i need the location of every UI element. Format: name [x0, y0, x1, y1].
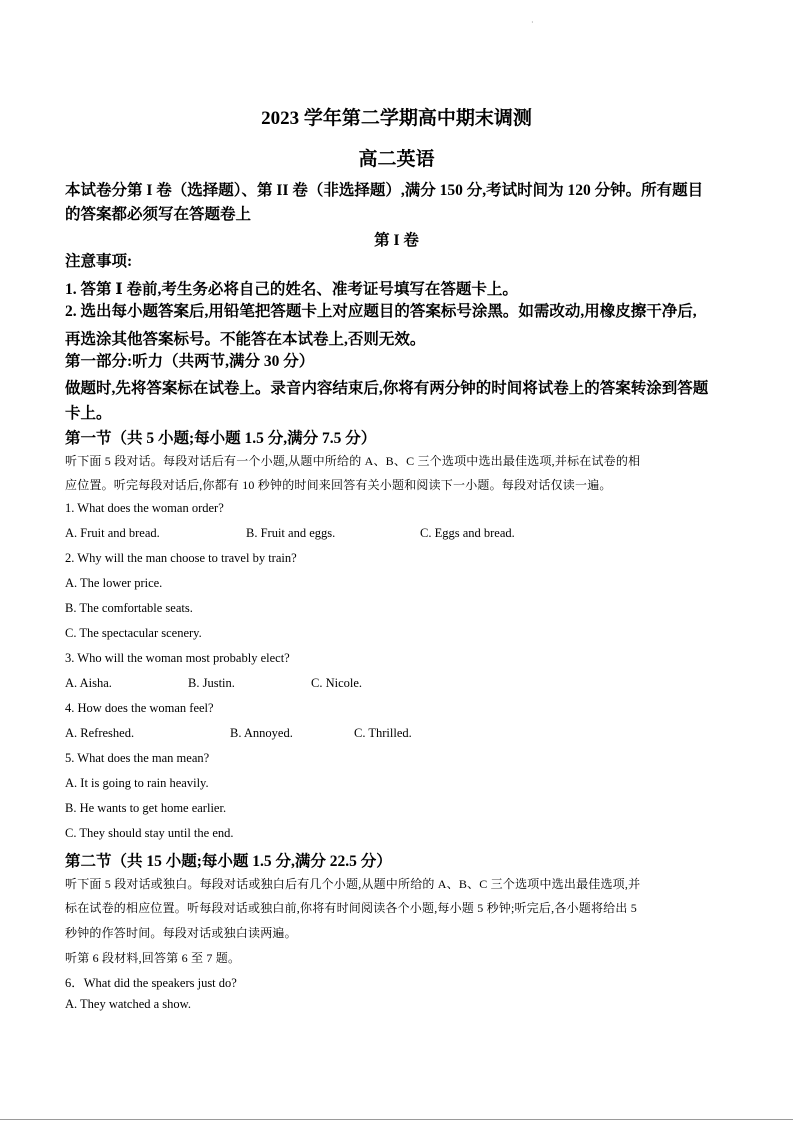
section2-instr-line-2: 标在试卷的相应位置。听每段对话或独白前,你将有时间阅读各个小题,每小题 5 秒钟;听完后,各小题将给出 5: [65, 901, 637, 915]
intro-line-2: 的答案都必须写在答题卷上: [65, 206, 252, 223]
q3-option-a: A. Aisha.: [65, 676, 112, 690]
q6-option-a: A. They watched a show.: [65, 997, 192, 1011]
question-2: 2. Why will the man choose to travel by train?: [65, 551, 297, 565]
section2-instr-line-1: 听下面 5 段对话或独白。每段对话或独白后有几个小题,从题中所给的 A、B、C 三个选项中选出最佳选项,并: [65, 877, 641, 891]
section2-instr-line-3: 秒钟的作答时间。每段对话或独白读两遍。: [65, 926, 297, 940]
notice-heading: 注意事项:: [65, 253, 133, 270]
q4-option-a: A. Refreshed.: [65, 726, 135, 740]
part1-instr-line-2: 卡上。: [65, 405, 112, 422]
q2-option-b: B. The comfortable seats.: [65, 601, 193, 615]
q5-option-c: C. They should stay until the end.: [65, 826, 234, 840]
section1-instr-line-1: 听下面 5 段对话。每段对话后有一个小题,从题中所给的 A、B、C 三个选项中选出最佳选项,并标在试卷的相: [65, 454, 641, 468]
question-5: 5. What does the man mean?: [65, 751, 210, 765]
q3-option-c: C. Nicole.: [311, 676, 363, 690]
intro-line-1: 本试卷分第 I 卷（选择题）、第 II 卷（非选择题）,满分 150 分,考试时间为 120 分钟。所有题目: [65, 182, 704, 199]
section1-heading: 第一节（共 5 小题;每小题 1.5 分,满分 7.5 分）: [65, 430, 377, 447]
q1-option-b: B. Fruit and eggs.: [246, 526, 336, 540]
part1-instr-line-1: 做题时,先将答案标在试卷上。录音内容结束后,你将有两分钟的时间将试卷上的答案转涂到答题: [65, 380, 709, 397]
section1-instr-line-2: 应位置。听完每段对话后,你都有 10 秒钟的时间来回答有关小题和阅读下一小题。每段对话仅读一遍。: [65, 478, 612, 492]
q4-option-b: B. Annoyed.: [230, 726, 293, 740]
page-bottom-rule: [0, 1119, 793, 1120]
exam-subtitle: 高二英语: [358, 149, 435, 170]
q3-option-b: B. Justin.: [188, 676, 235, 690]
q2-option-c: C. The spectacular scenery.: [65, 626, 202, 640]
question-6: 6．What did the speakers just do?: [65, 976, 237, 990]
exam-title: 2023 学年第二学期高中期末调测: [261, 108, 532, 129]
volume-title: 第 I 卷: [374, 232, 419, 249]
question-1: 1. What does the woman order?: [65, 501, 224, 515]
q2-option-a: A. The lower price.: [65, 576, 163, 590]
notice-item-1: 1. 答第 Ⅰ 卷前,考生务必将自己的姓名、准考证号填写在答题卡上。: [65, 281, 518, 298]
question-3: 3. Who will the woman most probably elect?: [65, 651, 290, 665]
section2-heading: 第二节（共 15 小题;每小题 1.5 分,满分 22.5 分）: [65, 853, 392, 870]
q1-option-c: C. Eggs and bread.: [420, 526, 515, 540]
notice-item-2-line-1: 2. 选出每小题答案后,用铅笔把答题卡上对应题目的答案标号涂黑。如需改动,用橡皮擦干净后,: [65, 303, 697, 320]
q1-option-a: A. Fruit and bread.: [65, 526, 160, 540]
q5-option-b: B. He wants to get home earlier.: [65, 801, 227, 815]
material-6-instruction: 听第 6 段材料,回答第 6 至 7 题。: [65, 951, 241, 965]
header-mark: ·: [531, 18, 534, 27]
notice-item-2-line-2: 再选涂其他答案标号。不能答在本试卷上,否则无效。: [65, 331, 426, 348]
q5-option-a: A. It is going to rain heavily.: [65, 776, 209, 790]
part1-heading: 第一部分:听力（共两节,满分 30 分）: [65, 353, 315, 370]
question-4: 4. How does the woman feel?: [65, 701, 214, 715]
q4-option-c: C. Thrilled.: [354, 726, 412, 740]
